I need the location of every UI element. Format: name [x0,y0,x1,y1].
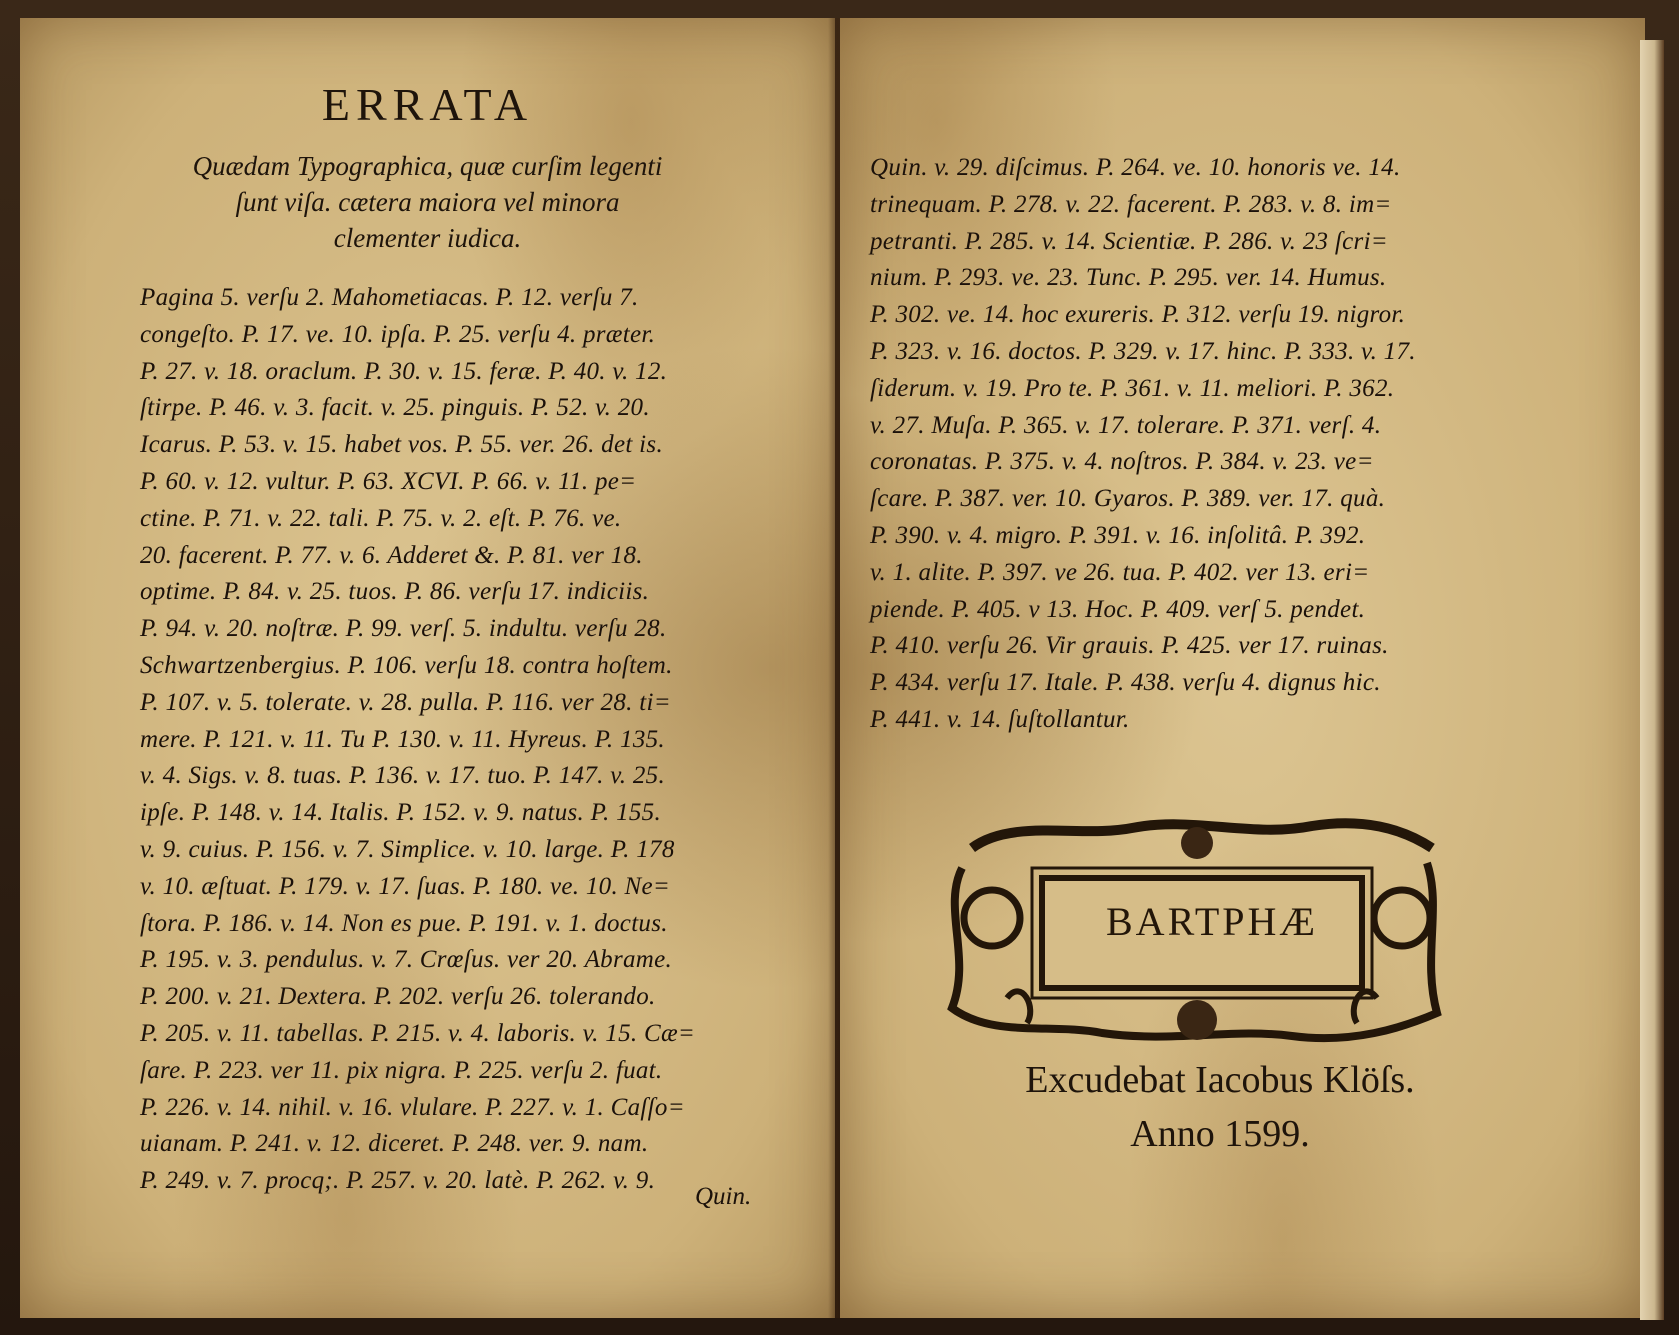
errata-line: 20. facerent. P. 77. v. 6. Adderet &. P. 81. ver 18. [140,541,643,569]
errata-line: v. 9. cuius. P. 156. v. 7. Simplice. v. 10. large. P. 178 [140,835,675,863]
errata-line: P. 205. v. 11. tabellas. P. 215. v. 4. laboris. v. 15. Cæ= [140,1019,696,1047]
errata-line: congeſto. P. 17. ve. 10. ipſa. P. 25. verſu 4. præter. [140,320,656,348]
right-page [840,18,1645,1318]
errata-line: ſare. P. 223. ver 11. pix nigra. P. 225. verſu 2. fuat. [140,1056,663,1084]
left-page [20,18,835,1318]
errata-list-right [870,150,1570,739]
errata-line: P. 226. v. 14. nihil. v. 16. vlulare. P. 227. v. 1. Caſſo= [140,1093,685,1121]
errata-line: mere. P. 121. v. 11. Tu P. 130. v. 11. Hyreus. P. 135. [140,725,665,753]
device-label: BARTPHÆ [1106,899,1318,944]
errata-line: Schwartzenbergius. P. 106. verſu 18. contra hoſtem. [140,651,673,679]
errata-line: P. 249. v. 7. procq;. P. 257. v. 20. latè. P. 262. v. 9. [140,1167,656,1195]
errata-line: optime. P. 84. v. 25. tuos. P. 86. verſu 17. indiciis. [140,578,650,606]
errata-line: P. 195. v. 3. pendulus. v. 7. Crœſus. ver 20. Abrame. [140,946,673,974]
errata-line: v. 27. Muſa. P. 365. v. 17. tolerare. P. 371. verſ. 4. [870,411,1382,439]
errata-line: P. 107. v. 5. tolerate. v. 28. pulla. P. 116. ver 28. ti= [140,688,671,716]
subtitle-line: ſunt viſa. cætera maiora vel minora [235,187,620,217]
errata-line: ſcare. P. 387. ver. 10. Gyaros. P. 389. ver. 17. quà. [870,485,1386,513]
errata-line: Quin. v. 29. diſcimus. P. 264. ve. 10. honoris ve. 14. [870,154,1401,181]
errata-line: P. 94. v. 20. noſtræ. P. 99. verſ. 5. indultu. verſu 28. [140,615,667,643]
page-title: ERRATA [321,79,534,130]
errata-line: P. 60. v. 12. vultur. P. 63. XCVI. P. 66. v. 11. pe= [140,467,637,495]
errata-line: v. 1. alite. P. 397. ve 26. tua. P. 402. ver 13. eri= [870,558,1370,586]
errata-line: P. 390. v. 4. migro. P. 391. v. 16. inſolitâ. P. 392. [870,521,1366,549]
errata-line: v. 4. Sigs. v. 8. tuas. P. 136. v. 17. tuo. P. 147. v. 25. [140,762,666,790]
errata-line: ipſe. P. 148. v. 14. Italis. P. 152. v. 9. natus. P. 155. [140,799,662,827]
subtitle-line: Quædam Typographica, quæ curſim legenti [192,151,663,181]
errata-line: P. 441. v. 14. ſuſtollantur. [870,705,1130,733]
errata-list-left [140,280,805,1200]
page-edges [1640,40,1664,1320]
catchword: Quin. [695,1183,752,1210]
errata-line: ſiderum. v. 19. Pro te. P. 361. v. 11. meliori. P. 362. [870,374,1395,402]
errata-line: P. 434. verſu 17. Itale. P. 438. verſu 4. dignus hic. [870,669,1381,697]
errata-line: Pagina 5. verſu 2. Mahometiacas. P. 12. verſu 7. [140,284,639,311]
errata-line: ſtirpe. P. 46. v. 3. facit. v. 25. pinguis. P. 52. v. 20. [140,394,650,422]
errata-line: trinequam. P. 278. v. 22. facerent. P. 283. v. 8. im= [870,190,1392,218]
errata-line: coronatas. P. 375. v. 4. noſtros. P. 384. v. 23. ve= [870,448,1374,476]
subtitle-line: clementer iudica. [333,223,522,253]
errata-line: P. 410. verſu 26. Vir grauis. P. 425. ver 17. ruinas. [870,632,1389,660]
errata-line: nium. P. 293. ve. 23. Tunc. P. 295. ver. 14. Humus. [870,264,1387,292]
errata-line: uianam. P. 241. v. 12. diceret. P. 248. ver. 9. nam. [140,1130,649,1158]
errata-line: petranti. P. 285. v. 14. Scientiæ. P. 286. v. 23 ſcri= [870,227,1388,255]
errata-line: ctine. P. 71. v. 22. tali. P. 75. v. 2. eſt. P. 76. ve. [140,504,622,532]
errata-line: Icarus. P. 53. v. 15. habet vos. P. 55. ver. 26. det is. [140,431,664,459]
printer-imprint: Excudebat Iacobus Klöſs. [1025,1059,1415,1101]
errata-line: ſtora. P. 186. v. 14. Non es pue. P. 191. v. 1. doctus. [140,909,668,937]
errata-line: piende. P. 405. v 13. Hoc. P. 409. verſ 5. pendet. [870,595,1366,623]
errata-subtitle [120,148,735,256]
errata-line: v. 10. æſtuat. P. 179. v. 17. ſuas. P. 180. ve. 10. Ne= [140,872,671,900]
errata-line: P. 27. v. 18. oraclum. P. 30. v. 15. feræ. P. 40. v. 12. [140,357,668,385]
errata-line: P. 302. ve. 14. hoc exureris. P. 312. verſu 19. nigror. [870,301,1406,329]
errata-line: P. 200. v. 21. Dextera. P. 202. verſu 26. tolerando. [140,983,656,1011]
imprint-year: Anno 1599. [1130,1113,1310,1155]
printer-device-ornament [932,808,1452,1048]
errata-line: P. 323. v. 16. doctos. P. 329. v. 17. hinc. P. 333. v. 17. [870,337,1416,365]
